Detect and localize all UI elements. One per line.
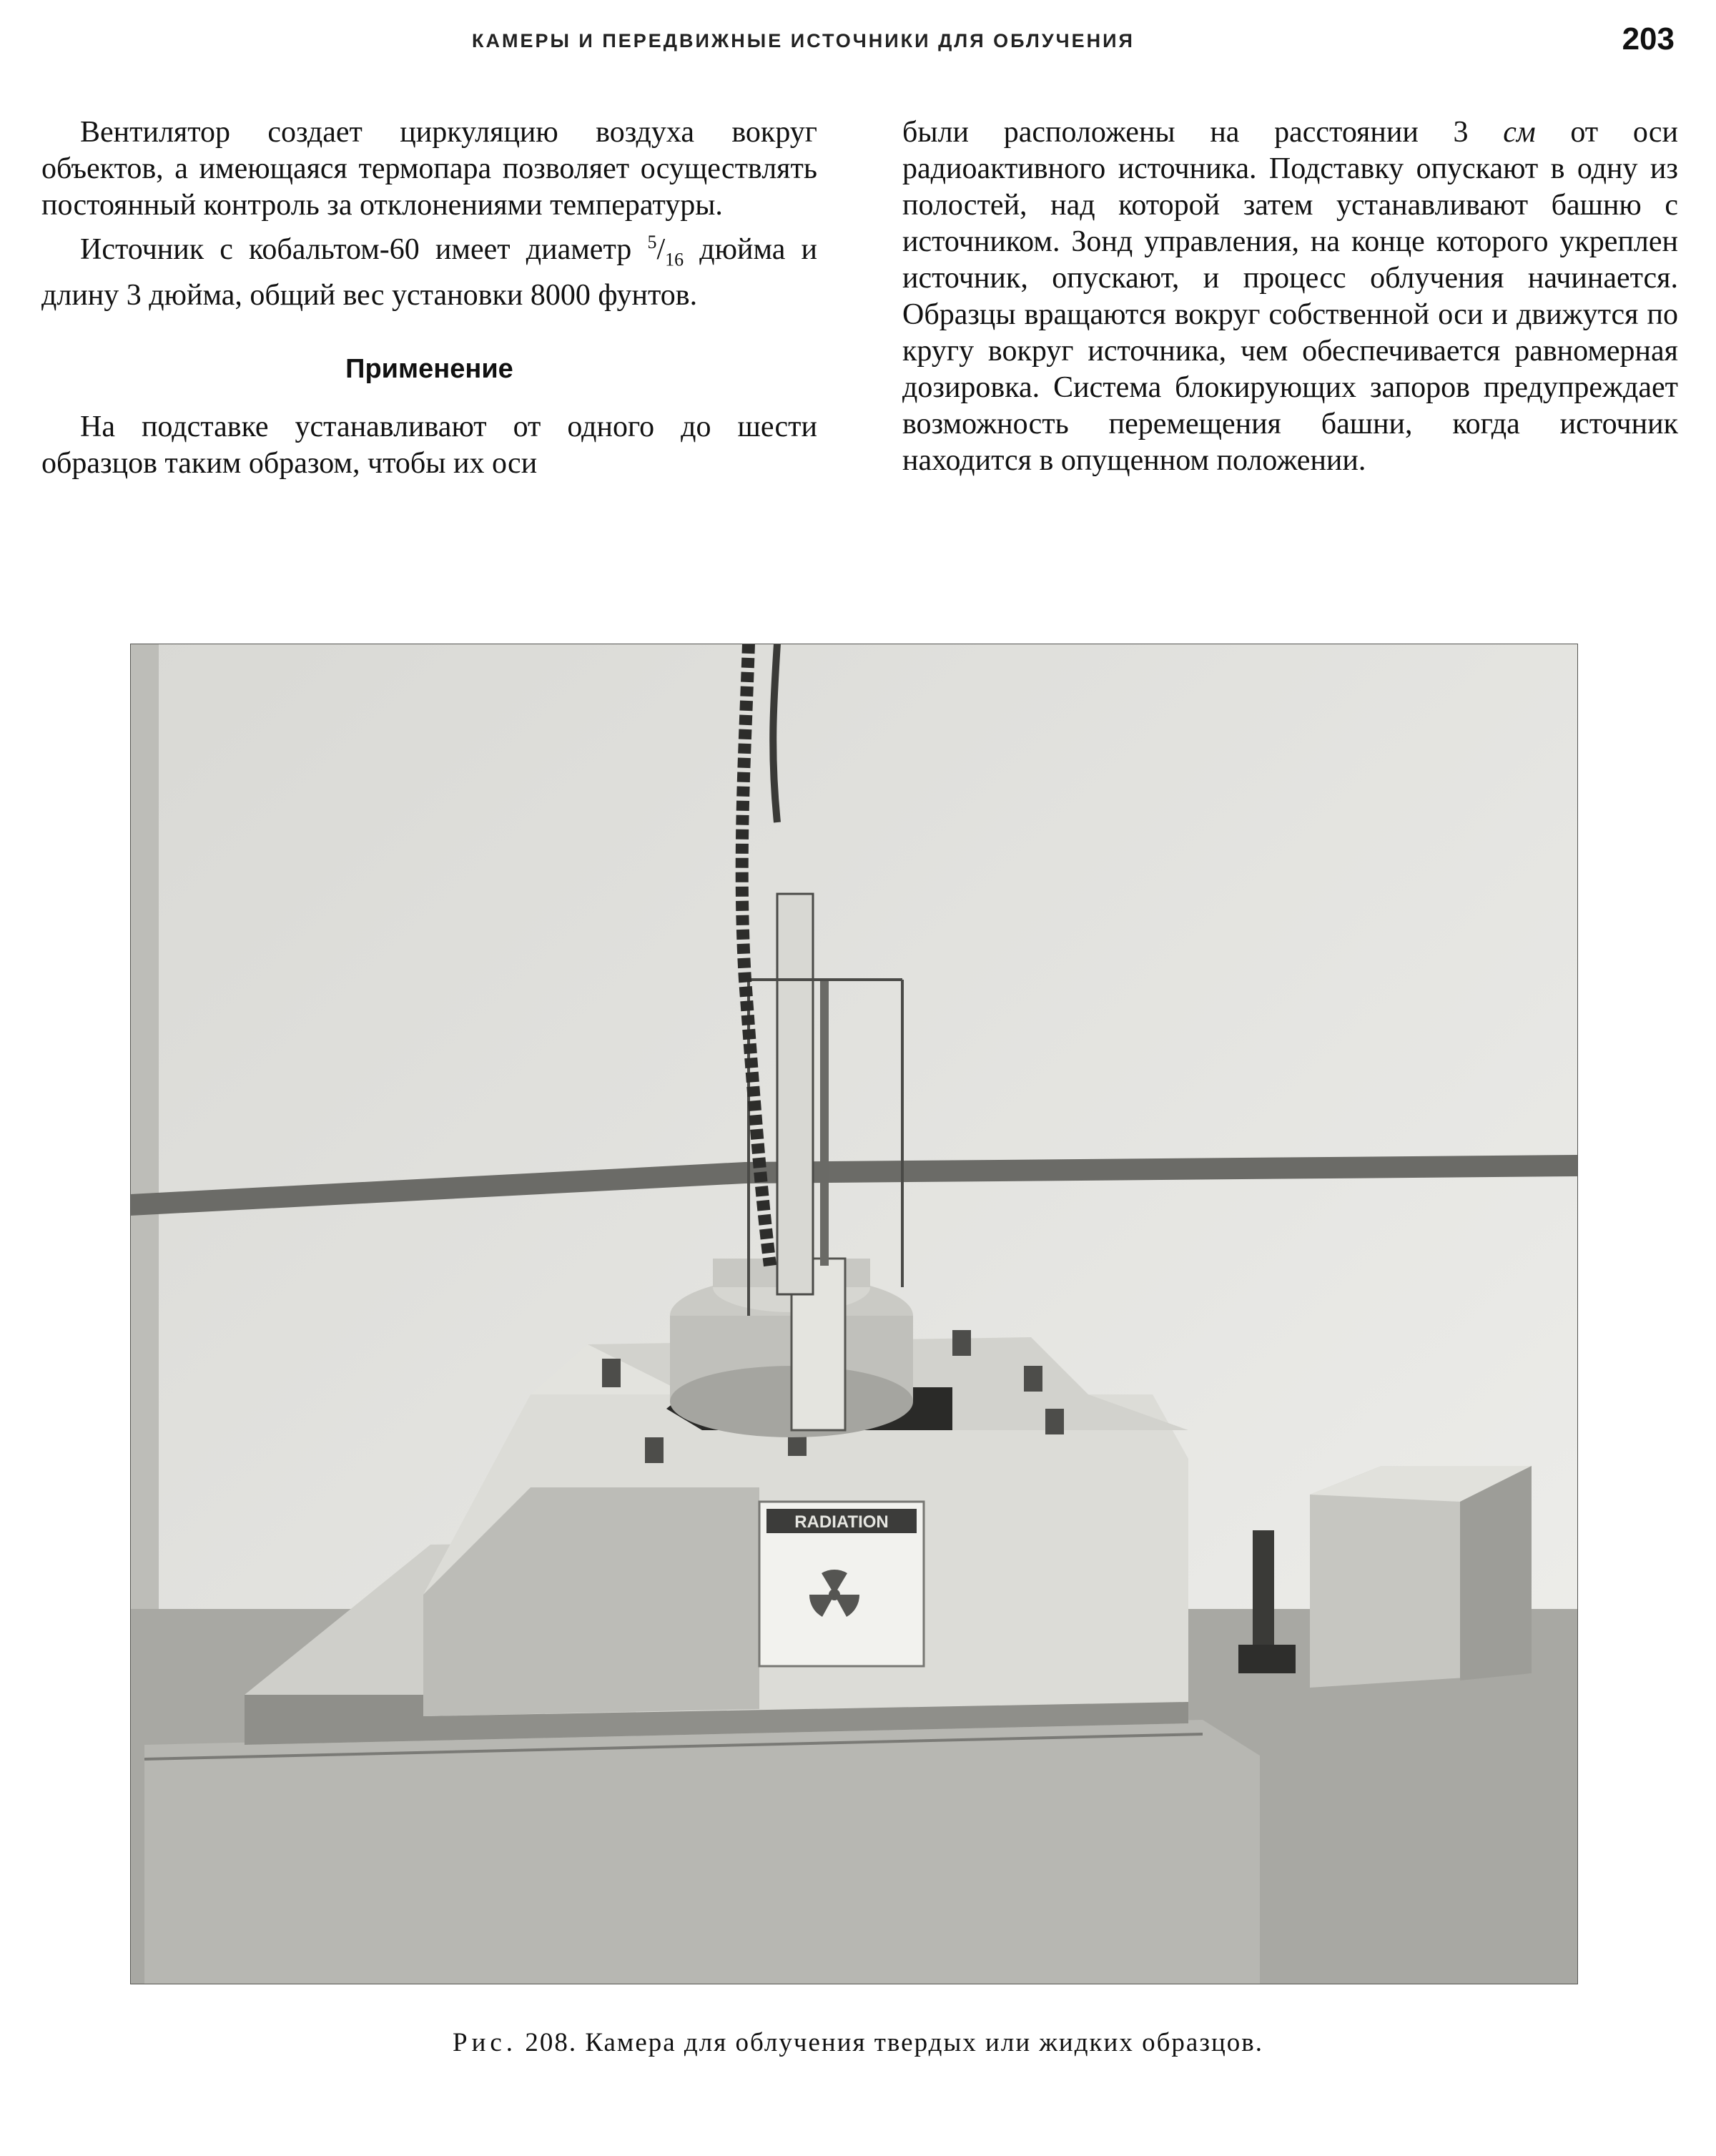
front-base-panel	[144, 1720, 1260, 1984]
fraction-denominator: 16	[665, 249, 684, 270]
irradiation-chamber-photo	[130, 644, 1578, 1984]
paragraph-continuation	[902, 114, 1678, 479]
right-box-side	[1460, 1466, 1532, 1680]
continuation-text-start: были расположены на расстоянии 3	[902, 116, 1504, 149]
cable	[773, 644, 777, 822]
handle-1	[602, 1359, 621, 1387]
figure-photo	[130, 644, 1578, 1984]
section-heading-application: Применение	[345, 354, 513, 385]
right-column	[902, 114, 1678, 479]
unit-cm: см	[1503, 116, 1536, 149]
tower-tube	[777, 894, 813, 1294]
page-header	[0, 21, 1716, 64]
radiation-sign-text: RADIATION	[794, 1512, 889, 1532]
running-title: КАМЕРЫ И ПЕРЕДВИЖНЫЕ ИСТОЧНИКИ ДЛЯ ОБЛУЧЕНИЯ	[472, 30, 1135, 51]
fraction-numerator: 5	[647, 232, 657, 252]
handle-7	[1045, 1409, 1064, 1434]
handle-5	[645, 1437, 664, 1463]
left-column	[41, 114, 817, 482]
cobalt-text-end: дюйма и длину 3 дюйма, общий вес установки 8000 фунтов.	[41, 233, 817, 312]
page-number: 203	[1622, 21, 1675, 56]
lever-base	[1238, 1645, 1296, 1673]
handle-3	[952, 1330, 971, 1356]
caption-label: Рис.	[453, 2028, 518, 2057]
handle-4	[1024, 1366, 1042, 1392]
figure-caption	[0, 2027, 1716, 2058]
tower-rod	[820, 980, 829, 1266]
caption-text: 208. Камера для облучения твердых или жидких образцов.	[525, 2028, 1263, 2057]
continuation-text-end: от оси радиоактивного источника. Подставку опускают в одну из полостей, над которой затем устанавливают башню с источником. Зонд управления, на конце которого укреплен источник, опускают, и процесс облучения начинается. Образцы вращаются вокруг собственной оси и движутся по кругу вокруг источника, чем обеспечивается равномерная дозировка. Система блокирующих запоров предупреждает возможность перемещения башни, когда источник находится в опущенном положении.	[902, 116, 1678, 477]
paragraph-stand: На подставке устанавливают от одного до шести образцов таким образом, чтобы их оси	[41, 410, 817, 481]
cobalt-text-start: Источник с кобальтом-60 имеет диаметр	[80, 233, 648, 266]
paragraph-cobalt-source: Источник с кобальтом-60 имеет диаметр $^5/_{16}$ дюйма и длину 3 дюйма, общий вес установки 8000 фунтов.	[41, 232, 817, 312]
paragraph-ventilator: Вентилятор создает циркуляцию воздуха вокруг объектов, а имеющаяся термопара позволяет осуществлять постоянный контроль за отклонениями температуры.	[41, 116, 817, 222]
